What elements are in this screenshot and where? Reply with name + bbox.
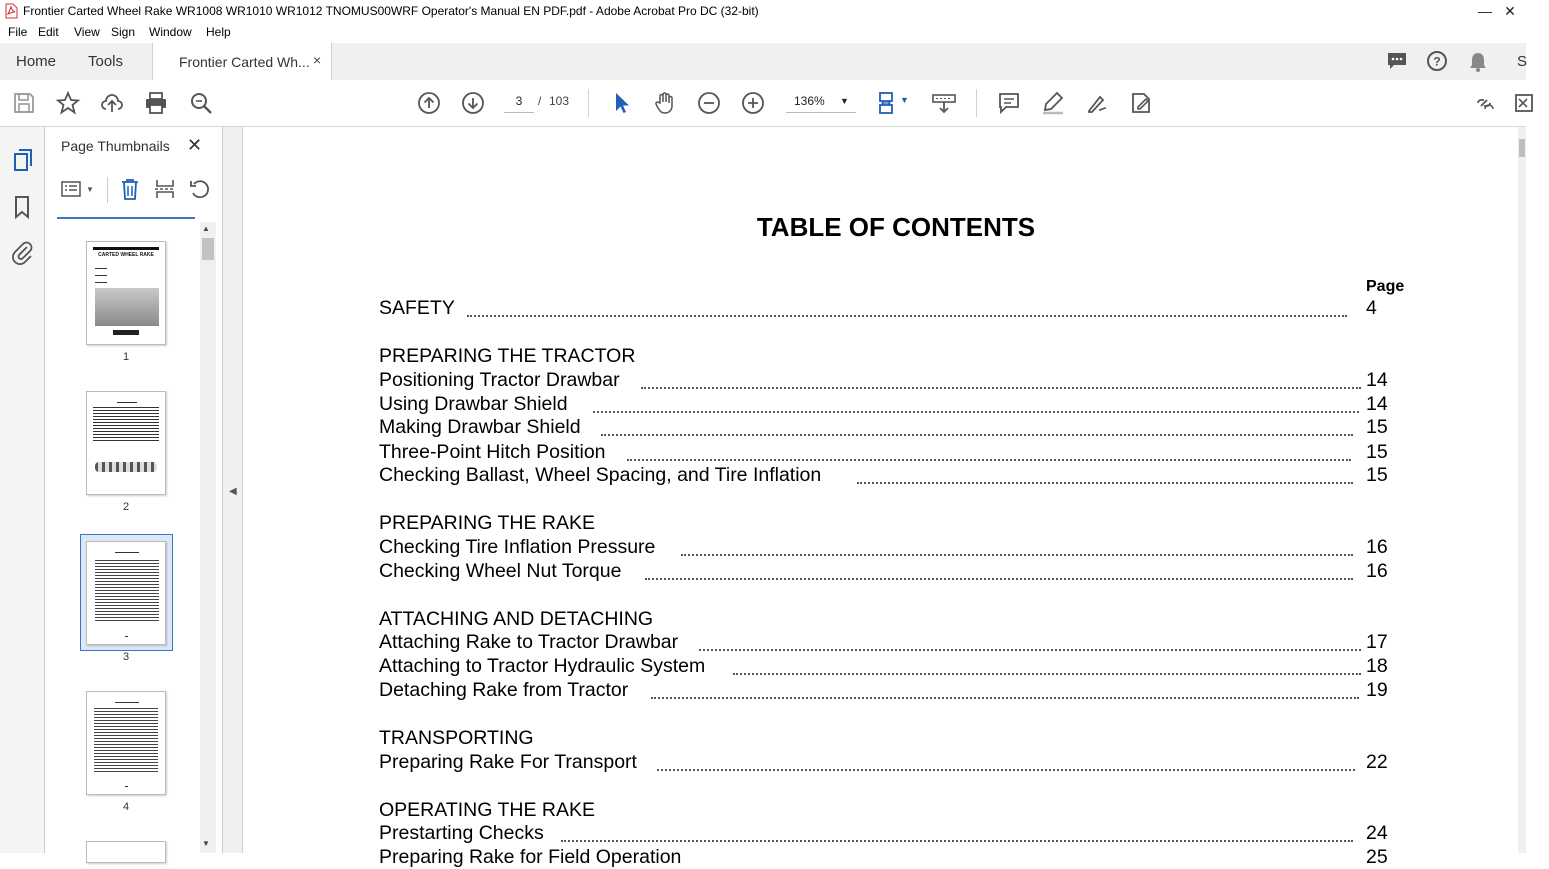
thumb1-heading: CARTED WHEEL RAKE	[98, 252, 154, 258]
toc-page: 22	[1366, 751, 1388, 773]
tab-document-label: Frontier Carted Wh...	[179, 54, 310, 70]
notifications-bell-icon[interactable]	[1468, 51, 1488, 73]
toc-section-operating[interactable]: OPERATING THE RAKE	[379, 799, 595, 821]
toc-entry-attaching-drawbar[interactable]: Attaching Rake to Tractor Drawbar	[379, 631, 679, 653]
page-number-input[interactable]: 3	[504, 90, 534, 113]
add-comment-icon[interactable]	[997, 91, 1021, 115]
toc-section-preparing-tractor[interactable]: PREPARING THE TRACTOR	[379, 345, 636, 367]
scrolling-mode-icon[interactable]	[932, 91, 956, 115]
svg-text:?: ?	[1433, 54, 1441, 69]
zoom-value: 136%	[794, 94, 825, 108]
tab-home[interactable]: Home	[16, 53, 57, 70]
bookmarks-icon[interactable]	[13, 195, 31, 219]
toc-page: 17	[1366, 631, 1388, 653]
toc-leader	[699, 647, 1361, 651]
toc-page: 16	[1366, 536, 1388, 558]
title-bar	[0, 0, 1526, 23]
close-window-button[interactable]: ✕	[1504, 3, 1516, 19]
extract-pages-icon[interactable]	[154, 178, 176, 200]
toc-page: 24	[1366, 822, 1388, 844]
thumb1-photo	[95, 288, 159, 326]
toc-leader	[857, 480, 1353, 484]
scroll-up-icon[interactable]: ▲	[202, 224, 210, 233]
previous-page-icon[interactable]	[417, 91, 441, 115]
toc-leader	[601, 432, 1353, 436]
menu-sign[interactable]: Sign	[111, 25, 136, 39]
panel-divider	[107, 177, 108, 203]
toc-leader	[593, 409, 1359, 413]
toc-entry-making-shield[interactable]: Making Drawbar Shield	[379, 416, 581, 438]
document-scrollbar[interactable]	[1518, 127, 1526, 853]
toc-page: 14	[1366, 393, 1388, 415]
thumbnail-page-3[interactable]	[86, 541, 166, 645]
toc-heading: TABLE OF CONTENTS	[756, 212, 1036, 242]
tab-tools[interactable]: Tools	[88, 53, 124, 70]
toc-page: 14	[1366, 369, 1388, 391]
toc-leader	[561, 838, 1353, 842]
fit-page-chevron-icon[interactable]: ▼	[900, 95, 909, 105]
highlight-pen-icon[interactable]	[1041, 91, 1065, 115]
toc-entry-ballast[interactable]: Checking Ballast, Wheel Spacing, and Tire Inflation	[379, 464, 822, 486]
toc-entry-transport[interactable]: Preparing Rake For Transport	[379, 751, 637, 773]
thumbnails-panel-title: Page Thumbnails	[61, 138, 170, 154]
toc-page: 16	[1366, 560, 1388, 582]
next-page-icon[interactable]	[461, 91, 485, 115]
scroll-down-icon[interactable]: ▼	[202, 839, 210, 848]
panel-collapse-strip[interactable]	[223, 127, 243, 853]
panel-toolbar-underline	[57, 217, 195, 219]
fill-sign-icon[interactable]	[1129, 91, 1153, 115]
document-view[interactable]	[243, 127, 1518, 868]
tab-bar	[0, 43, 1526, 81]
rotate-icon[interactable]	[189, 178, 211, 200]
thumb1-banner	[93, 247, 159, 250]
toc-entry-positioning-drawbar[interactable]: Positioning Tractor Drawbar	[379, 369, 620, 391]
toolbar-divider	[588, 89, 589, 117]
thumbnail-page-5[interactable]	[86, 841, 166, 863]
thumbnail-label-3: 3	[122, 651, 130, 663]
navigation-pane-rail	[0, 127, 45, 853]
toc-page-safety: 4	[1366, 297, 1377, 319]
thumb2-text	[93, 407, 159, 443]
toc-page: 25	[1366, 846, 1388, 868]
toolbar-divider-2	[976, 89, 977, 117]
thumbnail-page-2[interactable]	[86, 391, 166, 495]
more-tools-icon[interactable]	[1514, 91, 1538, 115]
menu-edit[interactable]: Edit	[38, 25, 59, 39]
zoom-out-icon[interactable]	[697, 91, 721, 115]
close-panel-icon[interactable]: ✕	[187, 135, 203, 155]
toc-entry-field-operation[interactable]: Preparing Rake for Field Operation	[379, 846, 682, 868]
menu-view[interactable]: View	[74, 25, 100, 39]
toc-section-transporting[interactable]: TRANSPORTING	[379, 727, 534, 749]
thumb1-logo	[113, 330, 139, 335]
thumbnail-label-4: 4	[122, 801, 130, 813]
toc-page: 18	[1366, 655, 1388, 677]
draw-freehand-icon[interactable]	[1085, 91, 1109, 115]
collapse-panel-icon[interactable]: ◀	[229, 486, 237, 497]
tab-document[interactable]	[152, 43, 332, 80]
help-icon[interactable]	[1426, 50, 1448, 72]
toc-entry-wheel-nut[interactable]: Checking Wheel Nut Torque	[379, 560, 622, 582]
find-search-icon[interactable]	[189, 91, 213, 115]
thumbnail-options-icon[interactable]	[61, 180, 83, 198]
window-title: Frontier Carted Wheel Rake WR1008 WR1010 WR1012 TNOMUS00WRF Operator's Manual EN PDF.pdf - Adobe Acrobat Pro DC (32-bit)	[23, 4, 759, 18]
main-toolbar	[0, 80, 1526, 127]
save-icon[interactable]	[12, 91, 36, 115]
thumbnail-label-2: 2	[122, 501, 130, 513]
total-pages: 103	[549, 94, 570, 108]
toc-entry-safety[interactable]: SAFETY	[379, 297, 455, 319]
toc-page: 15	[1366, 416, 1388, 438]
toc-entry-hitch-position[interactable]: Three-Point Hitch Position	[379, 441, 606, 463]
toc-leader	[733, 671, 1361, 675]
zoom-level-dropdown[interactable]	[786, 90, 856, 113]
menu-bar	[0, 23, 1526, 43]
toc-leader	[641, 385, 1361, 389]
page-thumbnails-panel	[45, 127, 223, 853]
close-tab-icon[interactable]: ×	[313, 52, 322, 68]
toc-leader	[651, 695, 1359, 699]
thumbnail-label-1: 1	[122, 351, 130, 363]
toc-leader	[681, 552, 1353, 556]
toc-leader	[645, 576, 1353, 580]
thumbnails-scrollbar[interactable]	[200, 222, 216, 853]
toc-entry-prestarting[interactable]: Prestarting Checks	[379, 822, 544, 844]
menu-help[interactable]: Help	[206, 25, 231, 39]
toc-entry-tire-pressure[interactable]: Checking Tire Inflation Pressure	[379, 536, 656, 558]
toc-leader	[467, 313, 1347, 317]
share-link-icon[interactable]	[1472, 91, 1496, 115]
thumb4-text	[94, 708, 158, 772]
document-scroll-thumb[interactable]	[1519, 139, 1525, 157]
options-chevron-icon[interactable]: ▼	[86, 185, 94, 194]
menu-file[interactable]: File	[8, 25, 28, 39]
bookmark-star-icon[interactable]	[56, 91, 80, 115]
toc-section-attaching[interactable]: ATTACHING AND DETACHING	[379, 608, 654, 630]
chevron-down-icon: ▼	[840, 96, 849, 106]
toc-page: 15	[1366, 464, 1388, 486]
thumbnails-scroll-thumb[interactable]	[202, 238, 214, 260]
hand-tool-icon[interactable]	[653, 91, 677, 115]
upload-cloud-icon[interactable]	[100, 91, 124, 115]
thumbnail-page-1[interactable]	[86, 241, 166, 345]
zoom-in-icon[interactable]	[741, 91, 765, 115]
fit-page-icon[interactable]	[876, 91, 900, 115]
toc-entry-hydraulic[interactable]: Attaching to Tractor Hydraulic System	[379, 655, 706, 677]
page-separator: /	[538, 94, 542, 108]
toc-page: 15	[1366, 441, 1388, 463]
toc-entry-drawbar-shield[interactable]: Using Drawbar Shield	[379, 393, 568, 415]
comment-share-icon[interactable]	[1386, 51, 1408, 71]
print-icon[interactable]	[144, 91, 168, 115]
toc-leader	[627, 457, 1351, 461]
thumbnail-page-4[interactable]	[86, 691, 166, 795]
menu-window[interactable]: Window	[149, 25, 192, 39]
toc-entry-detaching[interactable]: Detaching Rake from Tractor	[379, 679, 629, 701]
sign-in-label[interactable]: S	[1517, 53, 1528, 70]
select-cursor-icon[interactable]	[609, 91, 633, 115]
toc-leader	[657, 767, 1355, 771]
delete-trash-icon[interactable]	[120, 178, 140, 200]
thumb2-image	[95, 462, 157, 472]
thumb3-text	[95, 560, 159, 622]
pdf-file-icon	[5, 4, 17, 18]
page-column-label: Page	[1366, 278, 1405, 295]
toc-page: 19	[1366, 679, 1388, 701]
toc-section-preparing-rake[interactable]: PREPARING THE RAKE	[379, 512, 595, 534]
minimize-button[interactable]: —	[1478, 3, 1492, 19]
attachments-paperclip-icon[interactable]	[11, 240, 33, 264]
page-thumbnails-icon[interactable]	[12, 148, 34, 172]
